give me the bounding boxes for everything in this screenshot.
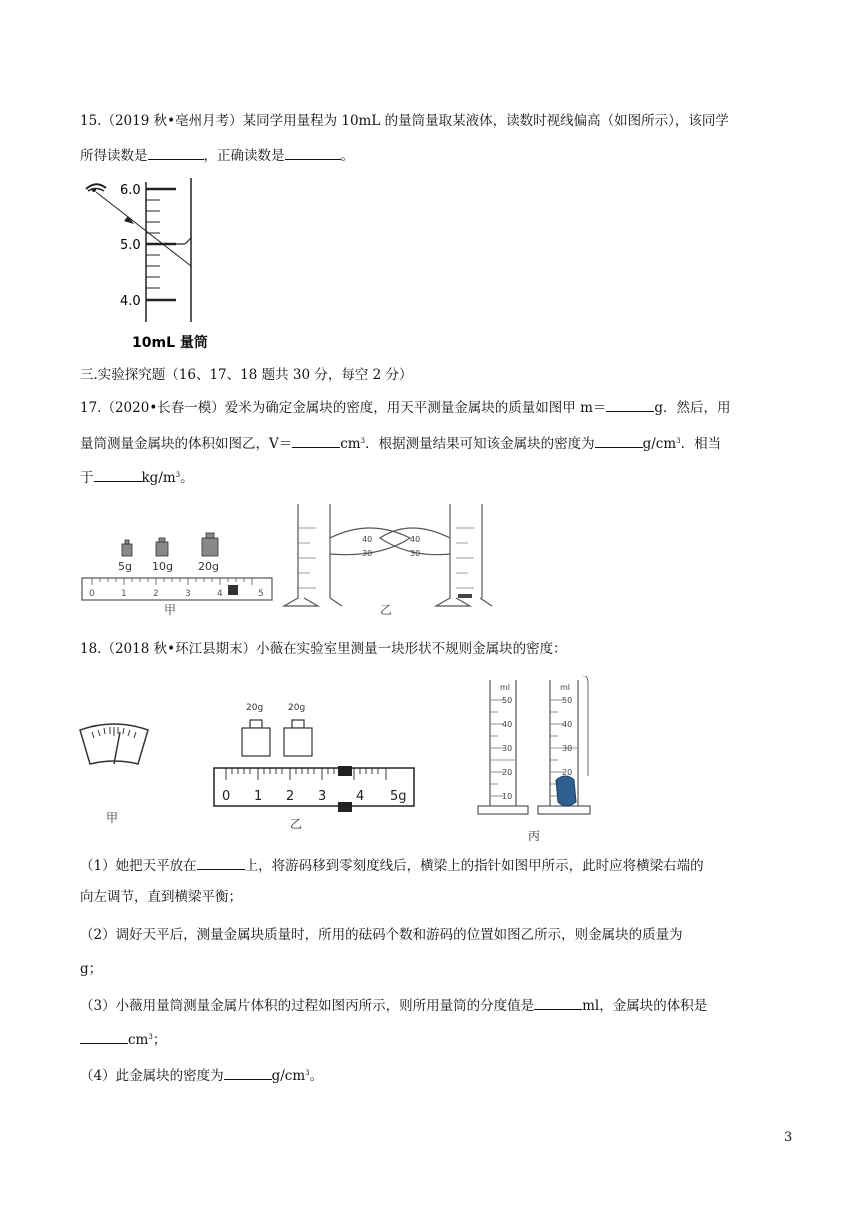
q18-text: （4）此金属块的密度为 [80, 1068, 224, 1084]
scale-number: 4 [356, 789, 365, 804]
q18-p3-line1 [80, 996, 707, 1015]
q18-text: 上，将游码移到零刻度线后，横梁上的指针如图甲所示，此时应将横梁右端的 [244, 858, 704, 874]
answer-blank[interactable] [285, 146, 341, 160]
cyl-unit: ml [500, 683, 511, 692]
weights-jia [122, 533, 218, 556]
weight-label: 20g [288, 703, 306, 713]
q17-text: ．相当 [680, 436, 722, 452]
scale-number: 2 [286, 789, 295, 804]
superscript: 3 [305, 1069, 310, 1077]
q18-p3-line2 [80, 1030, 166, 1049]
scale-number: 3 [185, 589, 191, 599]
q18-text: g/cm [271, 1068, 306, 1084]
q17-text: 于 [80, 470, 94, 486]
superscript: 3 [676, 437, 681, 445]
weight-label: 10g [152, 560, 173, 573]
cyl-number: 40 [562, 720, 573, 729]
label-bing: 丙 [528, 829, 541, 843]
q17-text: 17.（2020•长春一模）爱米为确定金属块的密度，用天平测量金属块的质量如图甲 m＝ [80, 400, 607, 416]
cyl-unit: ml [560, 683, 571, 692]
weights-yi [242, 720, 312, 756]
eye-icon [86, 184, 106, 192]
q18-scale-figure [212, 698, 417, 830]
q18-p2-line1: （2）调好天平后，测量金属块质量时，所用的砝码个数和游码的位置如图乙所示，则金属块的质量为 [80, 927, 683, 943]
tick-label: 4.0 [120, 294, 141, 309]
q15-line1: 15.（2019 秋•亳州月考）某同学用量程为 10mL 的量筒量取某液体，读数时视线偏高（如图所示），该同学 [80, 113, 729, 129]
q17-text: kg/m [141, 470, 176, 486]
q17-line1 [80, 398, 731, 417]
q17-text: ．根据测量结果可知该金属块的密度为 [365, 436, 595, 452]
q17-text: 量筒测量金属块的体积如图乙，V＝ [80, 436, 293, 452]
label-jia: 甲 [106, 811, 119, 825]
tick-label: 6.0 [120, 183, 141, 198]
q18-intro: 18.（2018 秋•环江县期末）小薇在实验室里测量一块形状不规则金属块的密度： [80, 641, 567, 657]
weight-label: 20g [198, 560, 219, 573]
scale-number: 4 [217, 589, 223, 599]
q18-text: cm [128, 1032, 149, 1048]
label-yi: 乙 [290, 817, 303, 830]
thread [582, 676, 588, 776]
superscript: 3 [360, 437, 366, 445]
answer-blank[interactable] [224, 1066, 272, 1080]
q15-text: 所得读数是 [80, 148, 148, 164]
label-yi: 乙 [380, 603, 393, 617]
q15-text: 。 [340, 148, 354, 164]
q17-line2 [80, 434, 721, 453]
superscript: 3 [148, 1033, 153, 1041]
answer-blank[interactable] [80, 1030, 128, 1044]
q15-text: ，正确读数是 [203, 148, 285, 164]
cyl-number: 30 [502, 744, 513, 753]
rider-top [338, 766, 352, 776]
q18-p1-line2: 向左调节，直到横梁平衡； [80, 889, 242, 905]
cyl-number: 20 [502, 768, 513, 777]
q17-figure [80, 498, 500, 618]
q18-p2-line2: g； [80, 961, 103, 977]
q17-line3 [80, 468, 194, 487]
answer-blank[interactable] [197, 856, 245, 870]
page-number: 3 [784, 1130, 793, 1145]
rider [228, 585, 238, 595]
cyl-number: 40 [502, 720, 513, 729]
cyl-number: 10 [502, 792, 513, 801]
cylinders-yi [284, 504, 492, 606]
q18-text: （3）小薇用量筒测量金属片体积的过程如图丙所示，则所用量筒的分度值是 [80, 998, 535, 1014]
scale-number: 5g [390, 789, 407, 804]
answer-blank[interactable] [606, 398, 654, 412]
metal-block [458, 594, 472, 598]
q17-text: cm [340, 436, 361, 452]
scale-number: 1 [121, 589, 127, 599]
q18-cylinder-figure [474, 676, 614, 848]
rider-scale [82, 578, 272, 600]
cyl-label: 30 [410, 549, 421, 558]
section-heading: 三.实验探究题（16、17、18 题共 30 分，每空 2 分） [80, 367, 413, 383]
figure-caption: 10mL 量筒 [132, 335, 208, 351]
cyl-number: 20 [562, 768, 573, 777]
q18-text: ml，金属块的体积是 [582, 998, 708, 1014]
q18-p4 [80, 1066, 323, 1085]
answer-blank[interactable] [534, 996, 582, 1010]
scale-number: 0 [89, 589, 95, 599]
scale-number: 2 [153, 589, 159, 599]
scale-number: 5 [258, 589, 264, 599]
q17-text: 。 [180, 470, 194, 486]
q17-text: g/cm [642, 436, 677, 452]
answer-blank[interactable] [292, 434, 340, 448]
tick-label: 5.0 [120, 238, 141, 253]
weight-label: 5g [118, 560, 132, 573]
pointer-needle [114, 732, 120, 764]
weight-label: 20g [246, 703, 264, 713]
cyl-label: 40 [362, 535, 373, 544]
scale-number: 3 [318, 789, 327, 804]
superscript: 3 [175, 471, 181, 479]
cyl-number: 50 [502, 696, 513, 705]
answer-blank[interactable] [148, 146, 204, 160]
q18-p1-line1 [80, 856, 704, 875]
scale-number: 1 [254, 789, 263, 804]
cyl-number: 50 [562, 696, 573, 705]
q18-text: ； [152, 1032, 167, 1048]
answer-blank[interactable] [94, 468, 142, 482]
q18-text: 。 [309, 1068, 324, 1084]
cyl-number: 30 [562, 744, 573, 753]
rider-bottom [338, 802, 352, 812]
label-jia: 甲 [164, 603, 177, 617]
q18-text: （1）她把天平放在 [80, 858, 197, 874]
q17-text: g．然后，用 [654, 400, 731, 416]
answer-blank[interactable] [595, 434, 643, 448]
q15-line2 [80, 146, 354, 165]
q15-cylinder-figure [80, 172, 220, 354]
q18-dial-figure [74, 720, 154, 830]
cyl-label: 30 [362, 549, 373, 558]
metal-block [556, 776, 576, 806]
cyl-label: 40 [410, 535, 421, 544]
scale-number: 0 [222, 789, 231, 804]
